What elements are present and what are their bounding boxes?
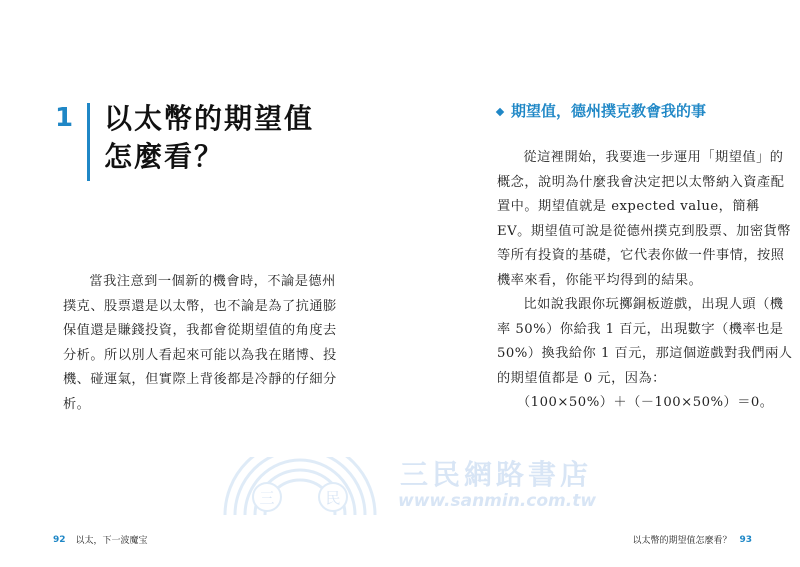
chapter-divider (87, 103, 90, 181)
chapter-title-line2: 怎麼看？ (104, 140, 225, 173)
right-footer (632, 533, 752, 546)
watermark-store-name: 三民網路書店 (400, 458, 593, 491)
left-footer (53, 533, 148, 546)
section-heading (497, 100, 706, 121)
paragraph: 比如說我跟你玩擲銅板遊戲，出現人頭（機率 50%）你給我 1 百元，出現數字（機率也是 50%）換我給你 1 百元，那這個遊戲對我們兩人的期望值都是 0 元，因為： (497, 297, 793, 386)
chapter-heading (55, 100, 314, 181)
running-title: 以太幣的期望值怎麼看？ (632, 536, 732, 546)
page-number: 92 (53, 534, 66, 545)
page-number: 93 (739, 534, 752, 545)
logo-char: 三 (259, 489, 275, 507)
logo-char: 民 (325, 489, 341, 507)
left-body-text (63, 270, 338, 417)
chapter-title (104, 100, 314, 176)
equation: （100×50%）＋（－100×50%）＝0。 (517, 395, 774, 410)
diamond-icon (496, 107, 504, 115)
section-title: 期望值，德州撲克教會我的事 (511, 102, 707, 120)
chapter-number: 1 (55, 103, 74, 133)
paragraph: 從這裡開始，我要進一步運用「期望值」的概念，說明為什麼我會決定把以太幣納入資產配置中。期望值就是 expected value，簡稱 EV。期望值可說是從德州撲克到股票、加密貨幣等所有投資的基礎，它代表你做一件事情，按照機率來看，你能平均得到的結果。 (497, 150, 791, 288)
watermark (215, 453, 635, 521)
paragraph: 當我注意到一個新的機會時，不論是德州撲克、股票還是以太幣，也不論是為了抗通膨保值還是賺錢投資，我都會從期望值的角度去分析。所以別人看起來可能以為我在賭博、投機、碰運氣，但實際上背後都是冷靜的仔細分析。 (63, 274, 337, 412)
bookstore-logo-icon (215, 457, 385, 517)
right-body-text (497, 146, 797, 416)
watermark-url: www.sanmin.com.tw (398, 491, 597, 511)
chapter-title-line1: 以太幣的期望值 (104, 102, 315, 135)
running-title: 以太，下一波魔宝 (75, 536, 148, 546)
